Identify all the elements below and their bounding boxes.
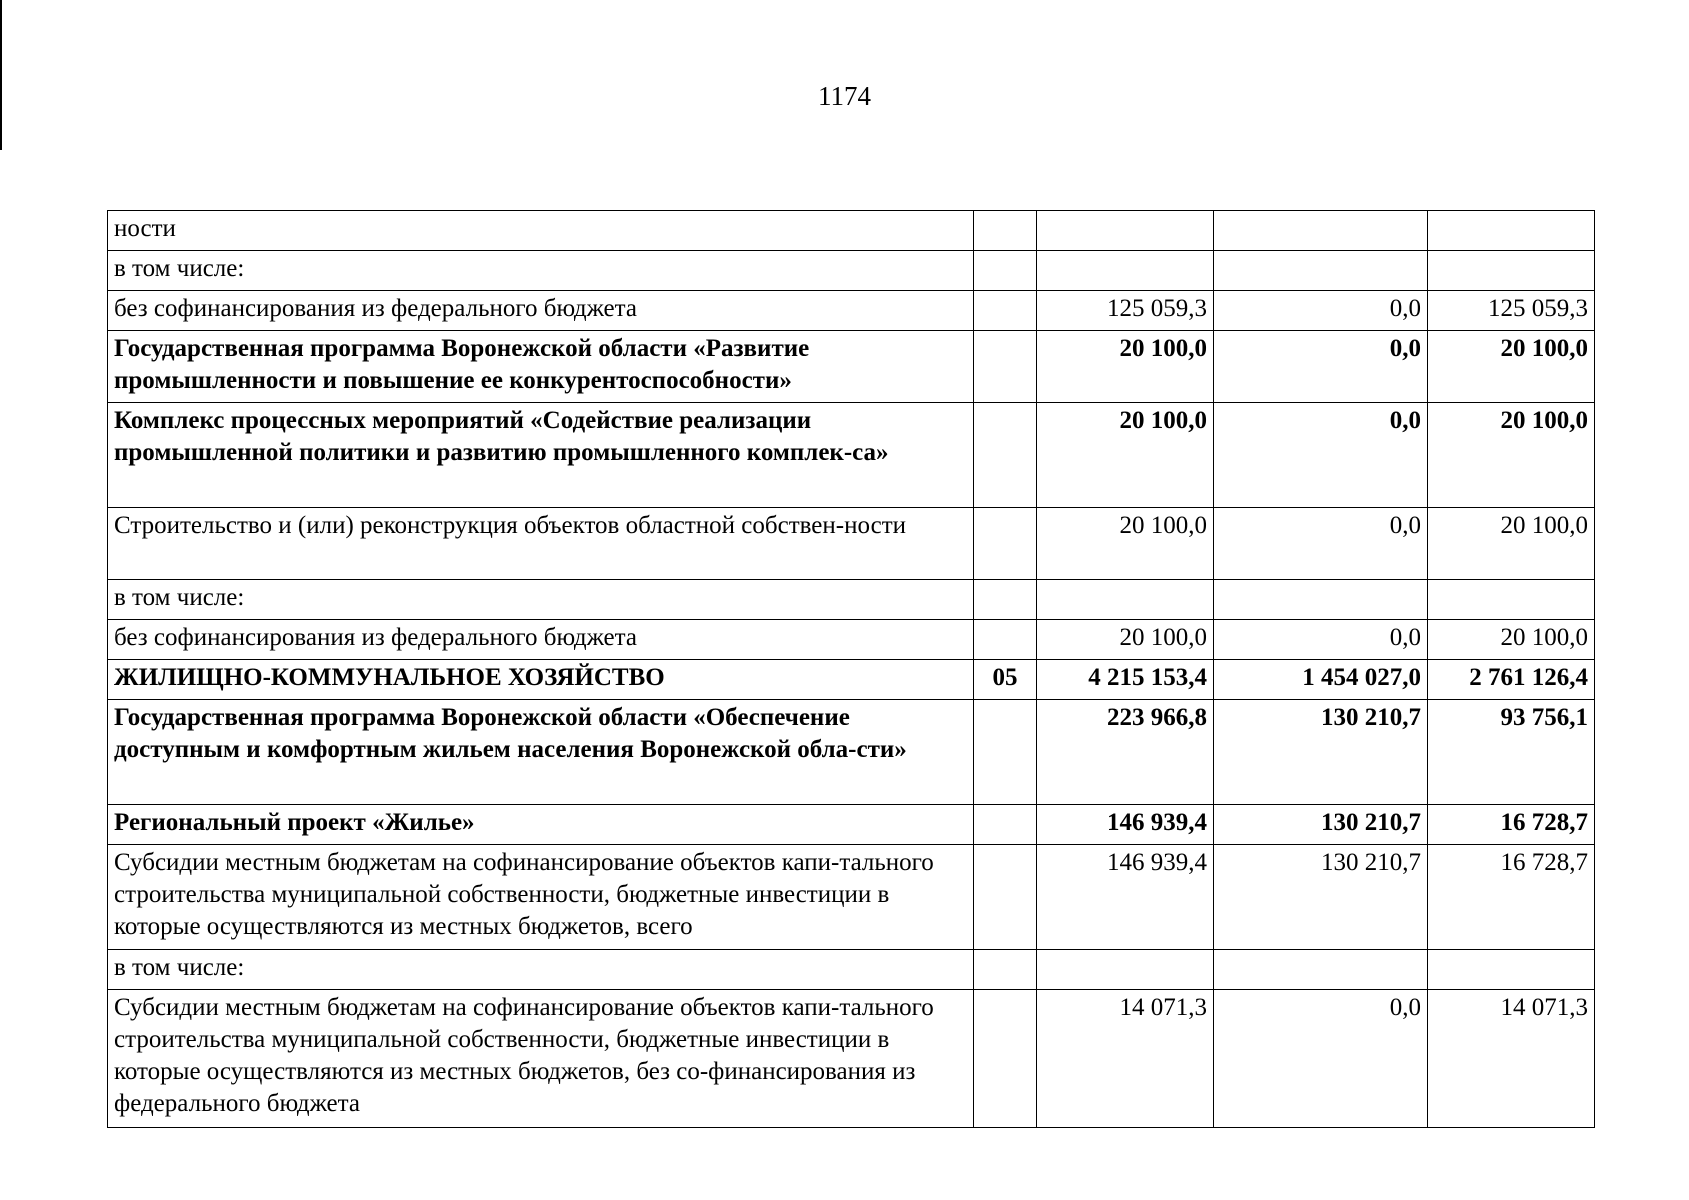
table-row <box>108 580 1595 620</box>
row-code-cell: 05 <box>974 660 1037 700</box>
row-total-cell: 14 071,3 <box>1037 990 1214 1128</box>
table-row <box>108 660 1595 700</box>
row-total-cell <box>1037 251 1214 291</box>
row-regional-cell: 20 100,0 <box>1428 331 1595 403</box>
row-code-cell <box>974 700 1037 805</box>
row-name-cell: в том числе: <box>108 950 974 990</box>
row-regional-cell <box>1428 211 1595 251</box>
row-federal-cell: 0,0 <box>1214 990 1428 1128</box>
row-federal-cell: 130 210,7 <box>1214 845 1428 950</box>
row-code-cell <box>974 291 1037 331</box>
row-federal-cell: 0,0 <box>1214 620 1428 660</box>
row-name-cell: Строительство и (или) реконструкция объектов областной собствен-ности <box>108 508 974 580</box>
budget-table <box>107 210 1595 1128</box>
row-name-cell: Комплекс процессных мероприятий «Содействие реализации промышленной политики и развитию промышленного комплек-са» <box>108 403 974 508</box>
row-name-cell: Государственная программа Воронежской области «Развитие промышленности и повышение ее конкурентоспособности» <box>108 331 974 403</box>
row-regional-cell: 14 071,3 <box>1428 990 1595 1128</box>
row-regional-cell: 20 100,0 <box>1428 403 1595 508</box>
row-federal-cell: 0,0 <box>1214 403 1428 508</box>
row-code-cell <box>974 403 1037 508</box>
row-code-cell <box>974 251 1037 291</box>
row-total-cell: 20 100,0 <box>1037 403 1214 508</box>
row-regional-cell <box>1428 251 1595 291</box>
row-name-cell: ЖИЛИЩНО-КОММУНАЛЬНОЕ ХОЗЯЙСТВО <box>108 660 974 700</box>
row-federal-cell: 0,0 <box>1214 291 1428 331</box>
row-name-cell: Субсидии местным бюджетам на софинансирование объектов капи-тального строительства муниципальной собственности, бюджетные инвестиции в которые осуществляются из местных бюджетов, всего <box>108 845 974 950</box>
row-regional-cell <box>1428 580 1595 620</box>
table-row <box>108 331 1595 403</box>
row-federal-cell <box>1214 950 1428 990</box>
row-total-cell: 146 939,4 <box>1037 845 1214 950</box>
row-federal-cell <box>1214 580 1428 620</box>
row-code-cell <box>974 950 1037 990</box>
row-code-cell <box>974 331 1037 403</box>
row-total-cell <box>1037 580 1214 620</box>
row-regional-cell: 20 100,0 <box>1428 620 1595 660</box>
row-federal-cell: 1 454 027,0 <box>1214 660 1428 700</box>
row-regional-cell <box>1428 950 1595 990</box>
row-name-cell: в том числе: <box>108 251 974 291</box>
row-federal-cell: 0,0 <box>1214 331 1428 403</box>
row-code-cell <box>974 805 1037 845</box>
table-row <box>108 251 1595 291</box>
row-total-cell: 4 215 153,4 <box>1037 660 1214 700</box>
row-total-cell: 125 059,3 <box>1037 291 1214 331</box>
row-name-cell: Субсидии местным бюджетам на софинансирование объектов капи-тального строительства муниципальной собственности, бюджетные инвестиции в которые осуществляются из местных бюджетов, без со-финансирования из федерального бюджета <box>108 990 974 1128</box>
row-code-cell <box>974 845 1037 950</box>
row-federal-cell <box>1214 251 1428 291</box>
table-row <box>108 950 1595 990</box>
row-regional-cell: 16 728,7 <box>1428 805 1595 845</box>
row-federal-cell <box>1214 211 1428 251</box>
table-row <box>108 700 1595 805</box>
row-code-cell <box>974 211 1037 251</box>
row-federal-cell: 130 210,7 <box>1214 805 1428 845</box>
row-regional-cell: 2 761 126,4 <box>1428 660 1595 700</box>
table-row <box>108 291 1595 331</box>
row-name-cell: в том числе: <box>108 580 974 620</box>
row-regional-cell: 16 728,7 <box>1428 845 1595 950</box>
row-name-cell: без софинансирования из федерального бюджета <box>108 291 974 331</box>
row-total-cell: 223 966,8 <box>1037 700 1214 805</box>
row-total-cell: 20 100,0 <box>1037 508 1214 580</box>
table-row <box>108 620 1595 660</box>
row-name-cell: без софинансирования из федерального бюджета <box>108 620 974 660</box>
row-regional-cell: 125 059,3 <box>1428 291 1595 331</box>
row-total-cell: 20 100,0 <box>1037 620 1214 660</box>
row-name-cell: Государственная программа Воронежской области «Обеспечение доступным и комфортным жильем населения Воронежской обла-сти» <box>108 700 974 805</box>
row-code-cell <box>974 580 1037 620</box>
row-total-cell: 20 100,0 <box>1037 331 1214 403</box>
row-regional-cell: 93 756,1 <box>1428 700 1595 805</box>
table-row <box>108 403 1595 508</box>
table-row <box>108 990 1595 1128</box>
row-total-cell <box>1037 950 1214 990</box>
row-regional-cell: 20 100,0 <box>1428 508 1595 580</box>
table-row <box>108 211 1595 251</box>
row-code-cell <box>974 990 1037 1128</box>
row-name-cell: ности <box>108 211 974 251</box>
row-name-cell: Региональный проект «Жилье» <box>108 805 974 845</box>
row-code-cell <box>974 620 1037 660</box>
table-row <box>108 508 1595 580</box>
row-federal-cell: 0,0 <box>1214 508 1428 580</box>
row-code-cell <box>974 508 1037 580</box>
page-edge-mark <box>0 0 2 150</box>
table-row <box>108 845 1595 950</box>
row-federal-cell: 130 210,7 <box>1214 700 1428 805</box>
table-row <box>108 805 1595 845</box>
row-total-cell <box>1037 211 1214 251</box>
page-number: 1174 <box>818 81 871 111</box>
row-total-cell: 146 939,4 <box>1037 805 1214 845</box>
budget-table-body <box>108 211 1595 1128</box>
